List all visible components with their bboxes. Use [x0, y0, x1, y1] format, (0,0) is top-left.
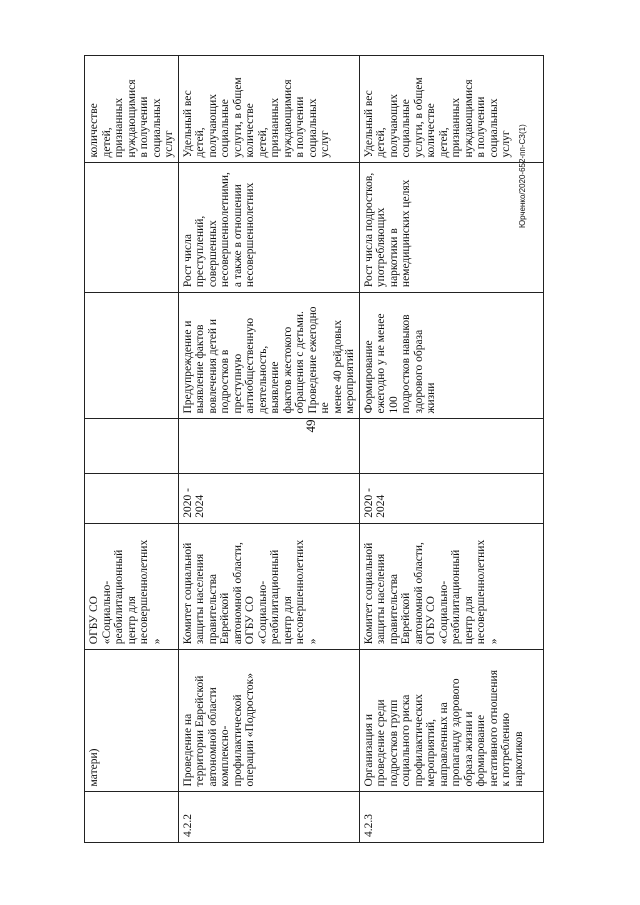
table-row	[359, 56, 543, 843]
cell-funding	[85, 419, 179, 474]
cell-executor: ОГБУ СО «Социально- реабилитационный центр для несовершеннолетних »	[85, 523, 179, 649]
cell-expected-result: Предупреждение и выявление фактов вовлечения детей и подростков в преступную антиобщественную деятельность, выявление фактов жестокого обращения с детьми. Проведение ежегодно не менее 40 рейдовых мероприятий	[178, 293, 359, 419]
table-row	[85, 56, 179, 843]
cell-indicator: количестве детей, признанных нуждающимися в получении социальных услуг	[85, 56, 179, 164]
cell-risk: Рост числа преступлений, совершенных несовершеннолетними, а также в отношении несовершеннолетних	[178, 163, 359, 293]
cell-funding	[359, 419, 543, 474]
program-measures-table	[84, 55, 544, 843]
rotated-table-container	[84, 55, 534, 843]
cell-term: 2020 - 2024	[178, 474, 359, 524]
cell-number: 4.2.3	[359, 792, 543, 843]
cell-expected-result	[85, 293, 179, 419]
cell-executor: Комитет социальной защиты населения правительства Еврейской автономной области, ОГБУ СО «Социально- реабилитационный центр для несовершеннолетних »	[178, 523, 359, 649]
cell-number	[85, 792, 179, 843]
cell-indicator: Удельный вес детей, получающих социальные услуги, в общем количестве детей, признанных нуждающимися в получении социальных услуг	[359, 56, 543, 164]
table-row	[178, 56, 359, 843]
cell-risk: Рост числа подростков, употребляющих наркотики в немедицинских целях	[359, 163, 543, 293]
cell-number: 4.2.2	[178, 792, 359, 843]
cell-measure-name: Проведение на территории Еврейской автономной области комплексно- профилактической операции «Подросток»	[178, 650, 359, 792]
cell-measure-name: Организация и проведение среди подростков групп социального риска профилактических мероприятий, направленных на пропаганду здорового образа жизни и формирование негативного отношения к потреблению наркотиков	[359, 650, 543, 792]
cell-indicator: Удельный вес детей, получающих социальные услуги, в общем количестве детей, признанных нуждающимися в получении социальных услуг	[178, 56, 359, 164]
cell-measure-name: матери)	[85, 650, 179, 792]
document-reference: Юрченко/2020-652-пп-СЗ(1)	[518, 124, 527, 228]
cell-term	[85, 474, 179, 524]
cell-expected-result: Формирование ежегодно у не менее 100 подростков навыков здорового образа жизни	[359, 293, 543, 419]
page-number: 49	[303, 419, 318, 433]
cell-term: 2020 - 2024	[359, 474, 543, 524]
cell-risk	[85, 163, 179, 293]
cell-funding	[178, 419, 359, 474]
cell-executor: Комитет социальной защиты населения правительства Еврейской автономной области, ОГБУ СО «Социально- реабилитационный центр для несовершеннолетних »	[359, 523, 543, 649]
